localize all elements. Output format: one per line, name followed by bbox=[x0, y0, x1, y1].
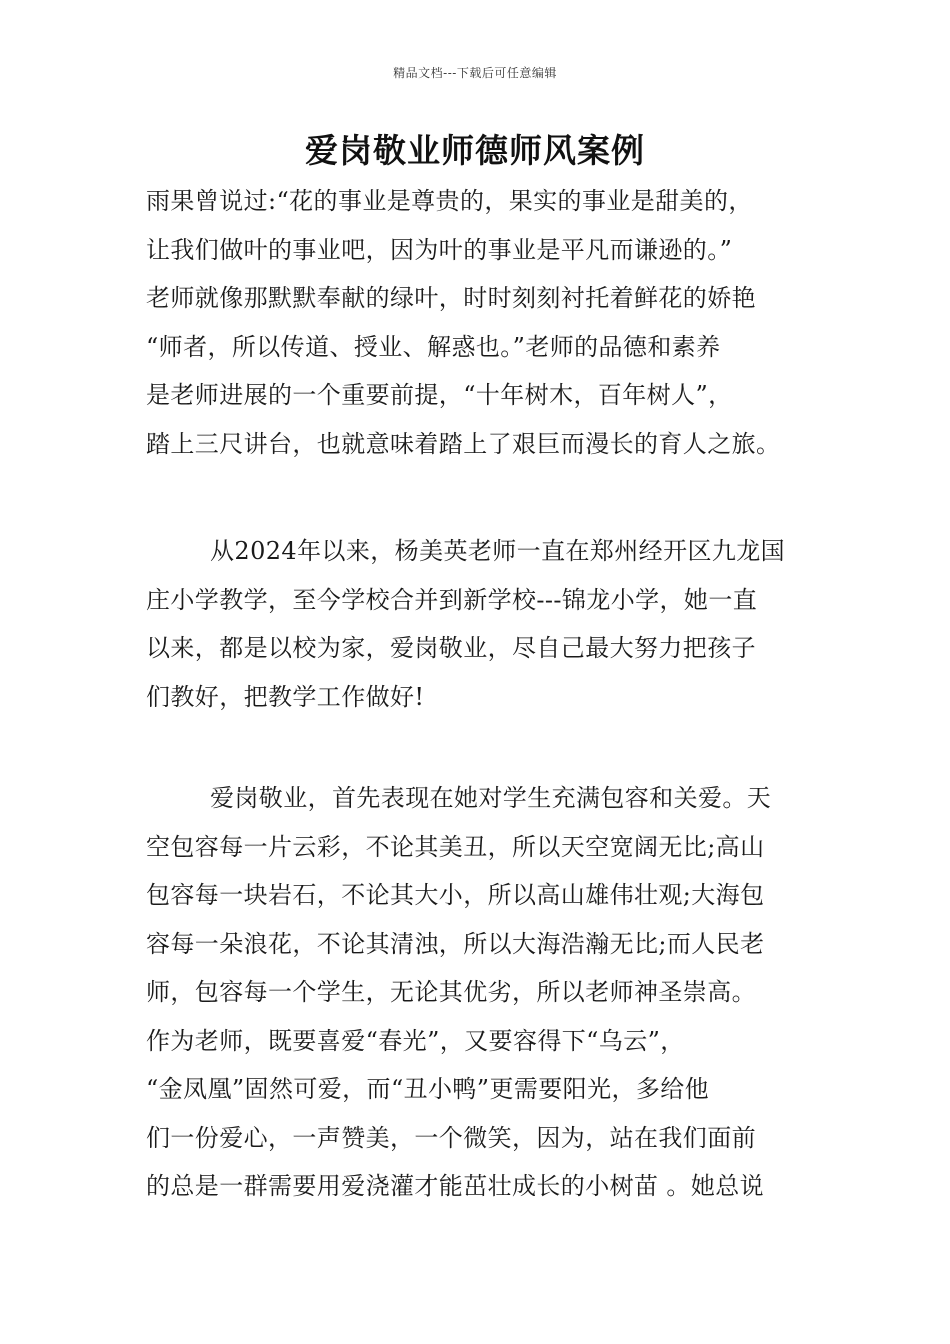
paragraph-line: 从2024年以来，杨美英老师一直在郑州经开区九龙国 bbox=[210, 537, 786, 565]
paragraph-line: 是老师进展的一个重要前提，“十年树木，百年树人”， bbox=[146, 381, 733, 409]
paragraph-line: 们一份爱心，一声赞美，一个微笑，因为，站在我们面前 bbox=[146, 1123, 756, 1152]
paragraph-2 bbox=[146, 527, 812, 721]
page-header: 精品文档---下载后可任意编辑 bbox=[393, 66, 557, 80]
paragraph-line: 老师就像那默默奉献的绿叶，时时刻刻衬托着鲜花的娇艳 bbox=[146, 284, 756, 312]
paragraph-line: 庄小学教学，至今学校合并到新学校---锦龙小学，她一直 bbox=[146, 585, 758, 614]
paragraph-line: 空包容每一片云彩，不论其美丑，所以天空宽阔无比;高山 bbox=[146, 832, 765, 861]
paragraph-line: 爱岗敬业，首先表现在她对学生充满包容和关爱。天 bbox=[210, 784, 772, 812]
paragraph-line: 作为老师，既要喜爱“春光”，又要容得下“乌云”， bbox=[146, 1026, 685, 1055]
paragraph-line: 雨果曾说过:“花的事业是尊贵的，果实的事业是甜美的， bbox=[146, 187, 753, 215]
paragraph-line: 踏上三尺讲台，也就意味着踏上了艰巨而漫长的育人之旅。 bbox=[146, 429, 781, 458]
paragraph-line: 们教好，把教学工作做好! bbox=[146, 682, 425, 711]
document-title: 爱岗敬业师德师风案例 bbox=[305, 131, 645, 170]
paragraph-line: 的总是一群需要用爱浇灌才能茁壮成长的小树苗 。她总说 bbox=[146, 1172, 765, 1200]
paragraph-line: 让我们做叶的事业吧，因为叶的事业是平凡而谦逊的。” bbox=[146, 235, 733, 264]
paragraph-3 bbox=[146, 774, 812, 1211]
paragraph-line: “师者，所以传道、授业、解惑也。”老师的品德和素养 bbox=[146, 332, 721, 361]
paragraph-line: 包容每一块岩石，不论其大小，所以高山雄伟壮观;大海包 bbox=[146, 881, 765, 909]
paragraph-line: 容每一朵浪花，不论其清浊，所以大海浩瀚无比;而人民老 bbox=[146, 929, 765, 958]
paragraph-1 bbox=[146, 177, 812, 468]
paragraph-line: 以来，都是以校为家，爱岗敬业，尽自己最大努力把孩子 bbox=[146, 634, 756, 662]
paragraph-line: 师，包容每一个学生，无论其优劣，所以老师神圣崇高。 bbox=[146, 978, 756, 1006]
paragraph-line: “金凤凰”固然可爱，而“丑小鸭”更需要阳光，多给他 bbox=[146, 1075, 710, 1103]
